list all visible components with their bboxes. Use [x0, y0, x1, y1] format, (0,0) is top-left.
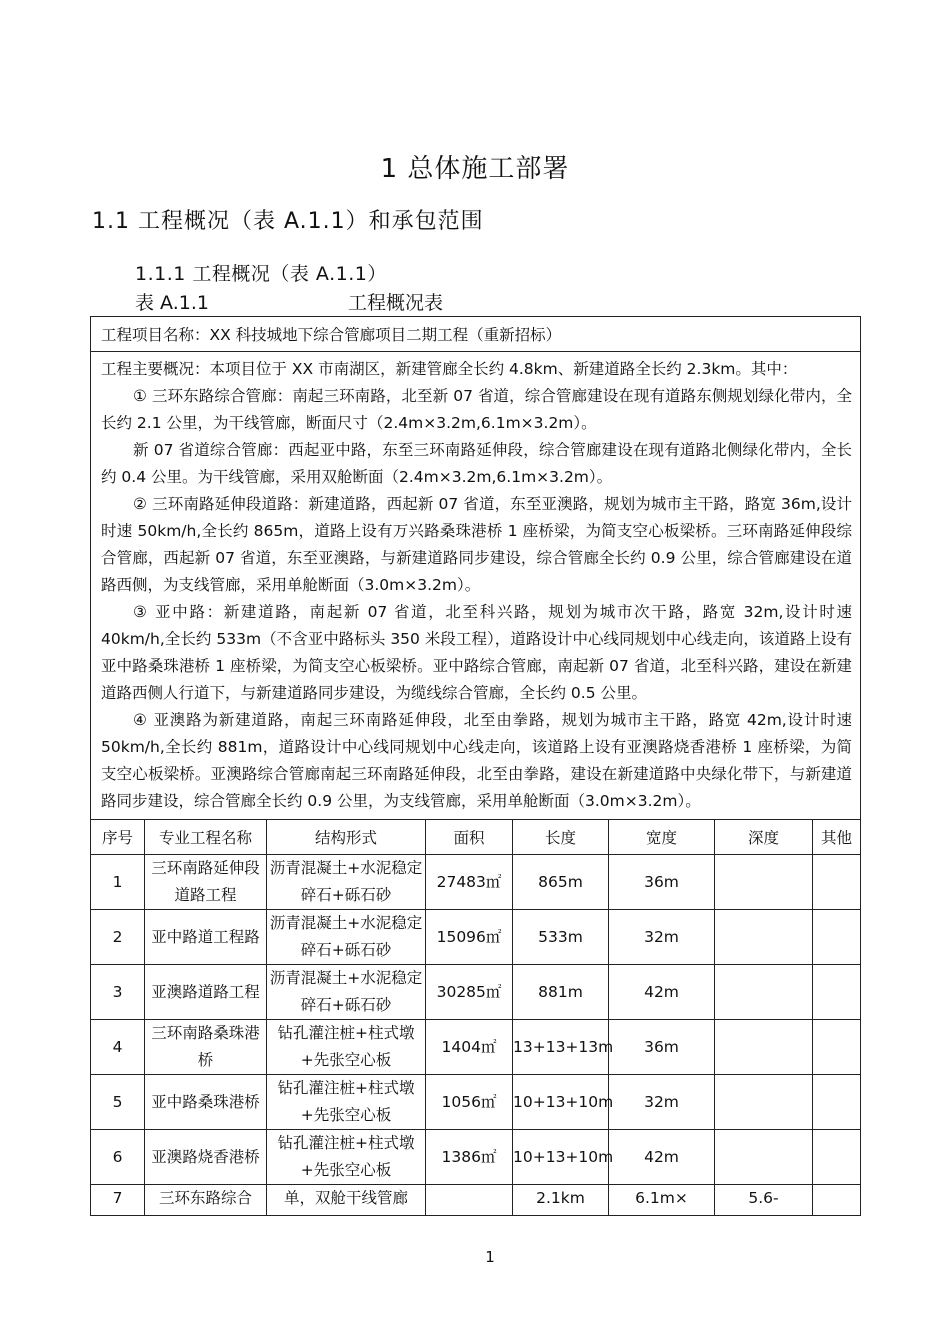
cell-name: 三环南路桑珠港桥	[145, 1020, 267, 1075]
cell-width: 32m	[609, 910, 715, 965]
project-name-cell: 工程项目名称：XX 科技城地下综合管廊项目二期工程（重新招标）	[91, 317, 861, 352]
cell-area: 30285㎡	[426, 965, 513, 1020]
table-row	[91, 1185, 861, 1216]
cell-no: 2	[91, 910, 145, 965]
cell-depth	[715, 1075, 813, 1130]
cell-name: 亚中路道工程路	[145, 910, 267, 965]
cell-structure: 沥青混凝土+水泥稳定碎石+砾石砂	[267, 910, 426, 965]
cell-depth	[715, 1020, 813, 1075]
cell-depth	[715, 910, 813, 965]
overview-item-4: ④ 亚澳路为新建道路，南起三环南路延伸段，北至由拳路，规划为城市主干路，路宽 42m,设计时速 50km/h,全长约 881m，道路设计中心线同规划中心线走向，该道路上设有亚澳路烧香港桥 1 座桥梁，为简支空心板梁桥。亚澳路综合管廊南起三环南路延伸段，北至由拳路，建设在新建道路中央绿化带下，与新建道路同步建设，综合管廊全长约 0.9 公里，为支线管廊，采用单舱断面（3.0m×3.2m）。	[101, 711, 853, 810]
cell-name: 亚澳路烧香港桥	[145, 1130, 267, 1185]
cell-length: 533m	[513, 910, 609, 965]
cell-width: 32m	[609, 1075, 715, 1130]
cell-area: 1386㎡	[426, 1130, 513, 1185]
project-overview-cell	[91, 352, 861, 820]
cell-depth: 5.6-	[715, 1185, 813, 1216]
cell-area: 1056㎡	[426, 1075, 513, 1130]
cell-other	[813, 965, 861, 1020]
overview-item-1b: 新 07 省道综合管廊：西起亚中路，东至三环南路延伸段，综合管廊建设在现有道路北侧绿化带内，全长约 0.4 公里。为干线管廊，采用双舱断面（2.4m×3.2m,6.1m×3.2m）。	[101, 441, 853, 486]
cell-width: 36m	[609, 855, 715, 910]
column-header: 结构形式	[267, 820, 426, 855]
cell-width: 6.1m×	[609, 1185, 715, 1216]
cell-area	[426, 1185, 513, 1216]
column-header: 其他	[813, 820, 861, 855]
cell-structure: 钻孔灌注桩+柱式墩+先张空心板	[267, 1075, 426, 1130]
cell-no: 6	[91, 1130, 145, 1185]
table-row	[91, 910, 861, 965]
cell-length: 10+13+10m	[513, 1130, 609, 1185]
cell-width: 36m	[609, 1020, 715, 1075]
cell-no: 5	[91, 1075, 145, 1130]
section-title: 1.1 工程概况（表 A.1.1）和承包范围	[92, 209, 484, 234]
cell-other	[813, 1185, 861, 1216]
cell-depth	[715, 1130, 813, 1185]
cell-depth	[715, 855, 813, 910]
page-number: 1	[485, 1248, 495, 1266]
overview-item-3: ③ 亚中路：新建道路，南起新 07 省道，北至科兴路，规划为城市次干路，路宽 32m,设计时速 40km/h,全长约 533m（不含亚中路标头 350 米段工程），道路设计中心线同规划中心线走向，该道路上设有亚中路桑珠港桥 1 座桥梁，为简支空心板梁桥。亚中路综合管廊，南起新 07 省道，北至科兴路，建设在新建道路西侧人行道下，与新建道路同步建设，为缆线综合管廊，全长约 0.5 公里。	[101, 603, 853, 702]
cell-other	[813, 855, 861, 910]
cell-length: 10+13+10m	[513, 1075, 609, 1130]
cell-width: 42m	[609, 965, 715, 1020]
column-header: 面积	[426, 820, 513, 855]
table-row	[91, 1130, 861, 1185]
cell-name: 亚澳路道路工程	[145, 965, 267, 1020]
cell-name: 三环南路延伸段道路工程	[145, 855, 267, 910]
table-row	[91, 1075, 861, 1130]
overview-item-1: ① 三环东路综合管廊：南起三环南路，北至新 07 省道，综合管廊建设在现有道路东侧规划绿化带内，全长约 2.1 公里，为干线管廊，断面尺寸（2.4m×3.2m,6.1m×3.2m）。	[101, 387, 853, 432]
cell-area: 27483㎡	[426, 855, 513, 910]
cell-structure: 钻孔灌注桩+柱式墩+先张空心板	[267, 1020, 426, 1075]
column-header: 专业工程名称	[145, 820, 267, 855]
cell-width: 42m	[609, 1130, 715, 1185]
cell-name: 三环东路综合	[145, 1185, 267, 1216]
cell-structure: 钻孔灌注桩+柱式墩+先张空心板	[267, 1130, 426, 1185]
cell-structure: 沥青混凝土+水泥稳定碎石+砾石砂	[267, 855, 426, 910]
overview-intro: 工程主要概况：本项目位于 XX 市南湖区，新建管廊全长约 4.8km、新建道路全长约 2.3km。其中：	[101, 360, 798, 378]
column-header: 长度	[513, 820, 609, 855]
overview-item-2: ② 三环南路延伸段道路：新建道路，西起新 07 省道，东至亚澳路，规划为城市主干路，路宽 36m,设计时速 50km/h,全长约 865m，道路上设有万兴路桑珠港桥 1 座桥梁，为简支空心板梁桥。三环南路延伸段综合管廊，西起新 07 省道，东至亚澳路，与新建道路同步建设，综合管廊全长约 0.9 公里，综合管廊建设在道路西侧，为支线管廊，采用单舱断面（3.0m×3.2m）。	[101, 495, 853, 594]
project-overview-table	[90, 316, 861, 1216]
cell-no: 1	[91, 855, 145, 910]
table-row	[91, 855, 861, 910]
cell-no: 4	[91, 1020, 145, 1075]
cell-no: 7	[91, 1185, 145, 1216]
chapter-title: 1 总体施工部署	[380, 154, 570, 184]
cell-length: 865m	[513, 855, 609, 910]
cell-area: 15096㎡	[426, 910, 513, 965]
cell-length: 881m	[513, 965, 609, 1020]
table-row	[91, 965, 861, 1020]
subsection-title: 1.1.1 工程概况（表 A.1.1）	[135, 263, 387, 285]
cell-other	[813, 1020, 861, 1075]
column-header: 深度	[715, 820, 813, 855]
cell-structure: 单，双舱干线管廊	[267, 1185, 426, 1216]
table-caption-number: 表 A.1.1	[135, 292, 209, 314]
cell-other	[813, 1075, 861, 1130]
cell-structure: 沥青混凝土+水泥稳定碎石+砾石砂	[267, 965, 426, 1020]
table-caption-name: 工程概况表	[348, 292, 444, 314]
cell-no: 3	[91, 965, 145, 1020]
cell-length: 2.1km	[513, 1185, 609, 1216]
table-row	[91, 1020, 861, 1075]
table-header-row	[91, 820, 861, 855]
column-header: 宽度	[609, 820, 715, 855]
table-caption	[135, 288, 444, 315]
cell-area: 1404㎡	[426, 1020, 513, 1075]
cell-other	[813, 910, 861, 965]
cell-depth	[715, 965, 813, 1020]
column-header: 序号	[91, 820, 145, 855]
cell-other	[813, 1130, 861, 1185]
cell-length: 13+13+13m	[513, 1020, 609, 1075]
cell-name: 亚中路桑珠港桥	[145, 1075, 267, 1130]
